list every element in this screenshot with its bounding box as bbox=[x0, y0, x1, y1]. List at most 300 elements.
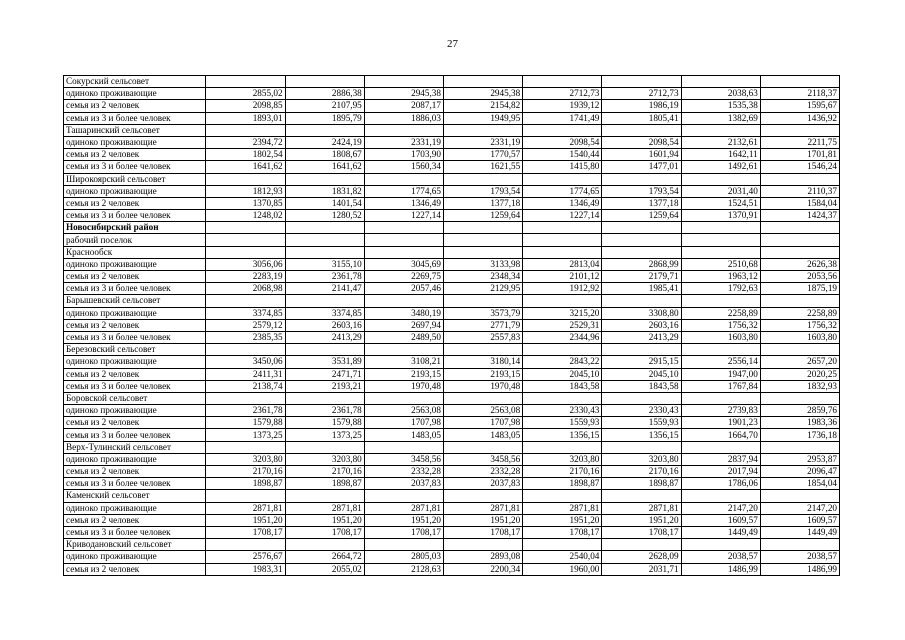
table-cell: 1854,04 bbox=[760, 478, 839, 490]
table-cell: 1373,25 bbox=[206, 429, 285, 441]
table-cell: 2563,08 bbox=[443, 405, 522, 417]
row-label: семья из 3 и более человек bbox=[64, 210, 206, 222]
table-cell: 1424,37 bbox=[760, 210, 839, 222]
table-cell: 2529,31 bbox=[523, 319, 602, 331]
table-cell: 1621,55 bbox=[443, 161, 522, 173]
table-cell: 1248,02 bbox=[206, 210, 285, 222]
table-cell: 1812,93 bbox=[206, 185, 285, 197]
row-label: семья из 3 и более человек bbox=[64, 283, 206, 295]
table-row bbox=[64, 429, 840, 441]
table-cell bbox=[443, 222, 522, 234]
table-cell: 2147,20 bbox=[681, 502, 760, 514]
table-cell: 2283,19 bbox=[206, 271, 285, 283]
table-cell: 2031,40 bbox=[681, 185, 760, 197]
table-cell: 1951,20 bbox=[364, 514, 443, 526]
row-label: одиноко проживающие bbox=[64, 356, 206, 368]
table-cell: 3203,80 bbox=[523, 453, 602, 465]
table-cell: 1951,20 bbox=[206, 514, 285, 526]
table-cell: 2855,02 bbox=[206, 88, 285, 100]
table-cell: 1708,17 bbox=[206, 526, 285, 538]
table-cell: 1609,57 bbox=[681, 514, 760, 526]
table-cell: 2361,78 bbox=[285, 271, 364, 283]
row-label: семья из 3 и более человек bbox=[64, 380, 206, 392]
table-cell bbox=[364, 392, 443, 404]
table-cell: 1707,98 bbox=[364, 417, 443, 429]
table-cell: 2193,15 bbox=[364, 368, 443, 380]
table-cell bbox=[364, 234, 443, 246]
table-cell: 1449,49 bbox=[681, 526, 760, 538]
table-cell bbox=[523, 246, 602, 258]
row-label: семья из 2 человек bbox=[64, 417, 206, 429]
table-cell bbox=[681, 76, 760, 88]
row-label: Каменский сельсовет bbox=[64, 490, 206, 502]
table-cell: 2893,08 bbox=[443, 551, 522, 563]
table-cell: 2193,21 bbox=[285, 380, 364, 392]
table-cell bbox=[602, 490, 681, 502]
table-cell: 1524,51 bbox=[681, 197, 760, 209]
table-cell: 1356,15 bbox=[602, 429, 681, 441]
table-cell bbox=[760, 441, 839, 453]
row-label: семья из 2 человек bbox=[64, 100, 206, 112]
table-cell: 2805,03 bbox=[364, 551, 443, 563]
table-cell: 2147,20 bbox=[760, 502, 839, 514]
table-cell bbox=[602, 76, 681, 88]
table-cell bbox=[285, 76, 364, 88]
table-cell: 1912,92 bbox=[523, 283, 602, 295]
table-cell: 1983,36 bbox=[760, 417, 839, 429]
row-label: одиноко проживающие bbox=[64, 185, 206, 197]
table-row bbox=[64, 100, 840, 112]
table-cell bbox=[523, 173, 602, 185]
table-cell: 3056,06 bbox=[206, 258, 285, 270]
table-cell bbox=[681, 490, 760, 502]
table-row bbox=[64, 331, 840, 343]
table-cell bbox=[364, 76, 443, 88]
table-cell bbox=[681, 295, 760, 307]
table-cell: 2330,43 bbox=[523, 405, 602, 417]
table-row bbox=[64, 283, 840, 295]
table-cell: 1492,61 bbox=[681, 161, 760, 173]
section-row bbox=[64, 490, 840, 502]
table-cell bbox=[285, 539, 364, 551]
table-cell: 1601,94 bbox=[602, 149, 681, 161]
table-cell bbox=[285, 441, 364, 453]
table-cell: 3458,56 bbox=[364, 453, 443, 465]
table-cell: 1377,18 bbox=[602, 197, 681, 209]
table-cell: 1756,32 bbox=[681, 319, 760, 331]
table-cell: 2385,35 bbox=[206, 331, 285, 343]
table-cell: 1483,05 bbox=[443, 429, 522, 441]
table-row bbox=[64, 380, 840, 392]
table-cell: 2556,14 bbox=[681, 356, 760, 368]
table-row bbox=[64, 356, 840, 368]
table-cell bbox=[760, 490, 839, 502]
table-row bbox=[64, 368, 840, 380]
table-cell: 1805,41 bbox=[602, 112, 681, 124]
row-label: Барышевский сельсовет bbox=[64, 295, 206, 307]
table-cell: 2017,94 bbox=[681, 466, 760, 478]
table-row bbox=[64, 514, 840, 526]
table-cell: 2118,37 bbox=[760, 88, 839, 100]
district-row bbox=[64, 222, 840, 234]
table-cell bbox=[285, 246, 364, 258]
table-row bbox=[64, 161, 840, 173]
row-label: семья из 3 и более человек bbox=[64, 112, 206, 124]
table-cell bbox=[681, 222, 760, 234]
table-cell: 2915,15 bbox=[602, 356, 681, 368]
table-cell: 1259,64 bbox=[443, 210, 522, 222]
table-cell: 2413,29 bbox=[602, 331, 681, 343]
table-cell: 2098,54 bbox=[602, 136, 681, 148]
section-row bbox=[64, 441, 840, 453]
table-cell bbox=[443, 124, 522, 136]
table-cell: 1595,67 bbox=[760, 100, 839, 112]
table-cell: 1951,20 bbox=[443, 514, 522, 526]
table-cell: 2871,81 bbox=[206, 502, 285, 514]
row-label: Новосибирский район bbox=[64, 222, 206, 234]
table-cell bbox=[364, 539, 443, 551]
table-cell bbox=[523, 295, 602, 307]
table-cell: 1951,20 bbox=[602, 514, 681, 526]
table-cell: 1560,34 bbox=[364, 161, 443, 173]
table-cell bbox=[523, 234, 602, 246]
table-cell: 2871,81 bbox=[523, 502, 602, 514]
table-cell: 2361,78 bbox=[206, 405, 285, 417]
table-cell: 2394,72 bbox=[206, 136, 285, 148]
table-cell bbox=[206, 539, 285, 551]
table-cell bbox=[523, 441, 602, 453]
table-cell: 3108,21 bbox=[364, 356, 443, 368]
row-label: семья из 2 человек bbox=[64, 197, 206, 209]
table-cell: 3215,20 bbox=[523, 307, 602, 319]
table-cell: 2557,83 bbox=[443, 331, 522, 343]
table-cell bbox=[681, 173, 760, 185]
table-cell: 1377,18 bbox=[443, 197, 522, 209]
table-cell bbox=[523, 490, 602, 502]
table-cell: 1540,44 bbox=[523, 149, 602, 161]
table-cell: 2331,19 bbox=[364, 136, 443, 148]
table-cell: 3573,79 bbox=[443, 307, 522, 319]
table-cell: 2344,96 bbox=[523, 331, 602, 343]
table-cell: 2258,89 bbox=[681, 307, 760, 319]
table-cell: 2471,71 bbox=[285, 368, 364, 380]
table-cell bbox=[443, 539, 522, 551]
table-cell: 2258,89 bbox=[760, 307, 839, 319]
row-label: Краснообск bbox=[64, 246, 206, 258]
table-cell: 2045,10 bbox=[523, 368, 602, 380]
table-cell: 2053,56 bbox=[760, 271, 839, 283]
table-row bbox=[64, 417, 840, 429]
table-cell: 3458,56 bbox=[443, 453, 522, 465]
table-cell: 3045,69 bbox=[364, 258, 443, 270]
table-cell: 2107,95 bbox=[285, 100, 364, 112]
table-cell bbox=[523, 344, 602, 356]
row-label: одиноко проживающие bbox=[64, 502, 206, 514]
table-cell: 2331,19 bbox=[443, 136, 522, 148]
table-cell: 1259,64 bbox=[602, 210, 681, 222]
table-cell: 2055,02 bbox=[285, 563, 364, 575]
table-cell: 2193,15 bbox=[443, 368, 522, 380]
table-cell: 1793,54 bbox=[443, 185, 522, 197]
table-cell bbox=[760, 246, 839, 258]
table-cell bbox=[602, 539, 681, 551]
table-row bbox=[64, 502, 840, 514]
table-cell: 1898,87 bbox=[523, 478, 602, 490]
table-cell: 1701,81 bbox=[760, 149, 839, 161]
table-cell: 1609,57 bbox=[760, 514, 839, 526]
data-table bbox=[63, 75, 840, 576]
table-cell: 2657,20 bbox=[760, 356, 839, 368]
table-cell: 1603,80 bbox=[681, 331, 760, 343]
table-cell bbox=[443, 76, 522, 88]
row-label: Широкоярский сельсовет bbox=[64, 173, 206, 185]
table-cell bbox=[285, 392, 364, 404]
row-label: одиноко проживающие bbox=[64, 88, 206, 100]
table-cell: 1843,58 bbox=[523, 380, 602, 392]
row-label: семья из 2 человек bbox=[64, 319, 206, 331]
row-label: одиноко проживающие bbox=[64, 258, 206, 270]
section-row bbox=[64, 76, 840, 88]
row-label: рабочий поселок bbox=[64, 234, 206, 246]
table-cell: 1939,12 bbox=[523, 100, 602, 112]
table-cell: 1641,62 bbox=[206, 161, 285, 173]
table-cell bbox=[681, 234, 760, 246]
table-cell: 2154,82 bbox=[443, 100, 522, 112]
table-cell bbox=[523, 392, 602, 404]
table-cell bbox=[681, 344, 760, 356]
table-cell: 2361,78 bbox=[285, 405, 364, 417]
table-cell bbox=[602, 441, 681, 453]
table-row bbox=[64, 112, 840, 124]
table-cell: 2037,83 bbox=[364, 478, 443, 490]
table-cell bbox=[285, 173, 364, 185]
table-cell: 1641,62 bbox=[285, 161, 364, 173]
table-cell: 2413,29 bbox=[285, 331, 364, 343]
table-cell bbox=[760, 76, 839, 88]
table-cell bbox=[285, 490, 364, 502]
row-label: семья из 3 и более человек bbox=[64, 526, 206, 538]
row-label: семья из 2 человек bbox=[64, 368, 206, 380]
row-label: Боровской сельсовет bbox=[64, 392, 206, 404]
row-label: одиноко проживающие bbox=[64, 405, 206, 417]
table-cell: 2489,50 bbox=[364, 331, 443, 343]
table-cell: 1703,90 bbox=[364, 149, 443, 161]
table-cell: 1893,01 bbox=[206, 112, 285, 124]
table-cell: 1970,48 bbox=[364, 380, 443, 392]
row-label: одиноко проживающие bbox=[64, 307, 206, 319]
table-cell: 2330,43 bbox=[602, 405, 681, 417]
table-cell: 2200,34 bbox=[443, 563, 522, 575]
table-cell: 1477,01 bbox=[602, 161, 681, 173]
table-cell bbox=[602, 124, 681, 136]
row-label: Криводановский сельсовет bbox=[64, 539, 206, 551]
table-cell: 2138,74 bbox=[206, 380, 285, 392]
table-cell: 2045,10 bbox=[602, 368, 681, 380]
table-row bbox=[64, 466, 840, 478]
row-label: семья из 2 человек bbox=[64, 514, 206, 526]
table-cell: 2945,38 bbox=[364, 88, 443, 100]
table-cell: 2128,63 bbox=[364, 563, 443, 575]
table-cell bbox=[443, 295, 522, 307]
page-number: 27 bbox=[447, 38, 458, 50]
table-cell bbox=[206, 441, 285, 453]
table-cell: 1949,95 bbox=[443, 112, 522, 124]
table-cell: 1559,93 bbox=[523, 417, 602, 429]
table-cell: 1831,82 bbox=[285, 185, 364, 197]
table-cell bbox=[760, 295, 839, 307]
table-cell bbox=[206, 124, 285, 136]
section-row bbox=[64, 124, 840, 136]
table-cell: 2540,04 bbox=[523, 551, 602, 563]
table-cell: 2603,16 bbox=[602, 319, 681, 331]
table-cell: 2945,38 bbox=[443, 88, 522, 100]
table-cell bbox=[285, 344, 364, 356]
table-cell: 2170,16 bbox=[523, 466, 602, 478]
table-cell: 1901,23 bbox=[681, 417, 760, 429]
table-cell: 1579,88 bbox=[206, 417, 285, 429]
table-cell bbox=[681, 246, 760, 258]
table-cell: 1486,99 bbox=[681, 563, 760, 575]
table-row bbox=[64, 185, 840, 197]
table-cell: 2886,38 bbox=[285, 88, 364, 100]
table-cell: 1346,49 bbox=[523, 197, 602, 209]
table-row bbox=[64, 307, 840, 319]
table-cell: 1983,31 bbox=[206, 563, 285, 575]
table-cell: 2871,81 bbox=[443, 502, 522, 514]
table-cell: 1579,88 bbox=[285, 417, 364, 429]
table-cell: 1985,41 bbox=[602, 283, 681, 295]
table-cell: 1373,25 bbox=[285, 429, 364, 441]
table-cell: 3180,14 bbox=[443, 356, 522, 368]
table-row bbox=[64, 405, 840, 417]
table-cell: 1898,87 bbox=[206, 478, 285, 490]
table-cell bbox=[760, 173, 839, 185]
table-cell: 2020,25 bbox=[760, 368, 839, 380]
table-row bbox=[64, 319, 840, 331]
table-cell: 1486,99 bbox=[760, 563, 839, 575]
table-cell bbox=[681, 124, 760, 136]
table-cell bbox=[443, 344, 522, 356]
table-cell: 2837,94 bbox=[681, 453, 760, 465]
table-cell bbox=[206, 234, 285, 246]
table-cell: 2101,12 bbox=[523, 271, 602, 283]
table-cell: 2953,87 bbox=[760, 453, 839, 465]
table-cell: 1802,54 bbox=[206, 149, 285, 161]
table-cell: 2170,16 bbox=[602, 466, 681, 478]
table-cell: 1792,63 bbox=[681, 283, 760, 295]
table-cell bbox=[206, 344, 285, 356]
table-cell bbox=[602, 295, 681, 307]
table-cell: 1774,65 bbox=[364, 185, 443, 197]
table-cell: 1786,06 bbox=[681, 478, 760, 490]
table-cell bbox=[760, 344, 839, 356]
table-cell bbox=[602, 173, 681, 185]
table-cell bbox=[364, 173, 443, 185]
table-cell bbox=[602, 234, 681, 246]
table-cell: 3155,10 bbox=[285, 258, 364, 270]
table-cell: 2348,34 bbox=[443, 271, 522, 283]
table-cell: 3480,19 bbox=[364, 307, 443, 319]
table-cell: 1951,20 bbox=[285, 514, 364, 526]
table-cell: 3203,80 bbox=[206, 453, 285, 465]
table-cell: 1986,19 bbox=[602, 100, 681, 112]
table-row bbox=[64, 453, 840, 465]
row-label: Сокурский сельсовет bbox=[64, 76, 206, 88]
table-cell: 1664,70 bbox=[681, 429, 760, 441]
table-cell: 1898,87 bbox=[285, 478, 364, 490]
table-cell bbox=[760, 124, 839, 136]
section-row bbox=[64, 295, 840, 307]
table-row bbox=[64, 136, 840, 148]
table-cell: 1960,00 bbox=[523, 563, 602, 575]
table-cell bbox=[364, 344, 443, 356]
table-cell: 1356,15 bbox=[523, 429, 602, 441]
table-cell: 2068,98 bbox=[206, 283, 285, 295]
row-label: Березовский сельсовет bbox=[64, 344, 206, 356]
table-cell: 3531,89 bbox=[285, 356, 364, 368]
row-label: семья из 2 человек bbox=[64, 466, 206, 478]
table-cell bbox=[285, 234, 364, 246]
table-cell: 1483,05 bbox=[364, 429, 443, 441]
table-cell: 1951,20 bbox=[523, 514, 602, 526]
table-cell: 1708,17 bbox=[602, 526, 681, 538]
table-cell bbox=[443, 490, 522, 502]
table-cell bbox=[681, 441, 760, 453]
table-cell bbox=[602, 392, 681, 404]
section-row bbox=[64, 344, 840, 356]
table-cell bbox=[523, 539, 602, 551]
table-cell bbox=[364, 441, 443, 453]
table-cell bbox=[760, 539, 839, 551]
table-cell: 2859,76 bbox=[760, 405, 839, 417]
table-cell: 2697,94 bbox=[364, 319, 443, 331]
table-row bbox=[64, 197, 840, 209]
row-label: семья из 2 человек bbox=[64, 271, 206, 283]
row-label: семья из 2 человек bbox=[64, 563, 206, 575]
table-cell bbox=[443, 173, 522, 185]
table-cell: 2603,16 bbox=[285, 319, 364, 331]
table-cell: 2038,57 bbox=[760, 551, 839, 563]
table-cell bbox=[443, 246, 522, 258]
table-cell: 1401,54 bbox=[285, 197, 364, 209]
table-cell: 1895,79 bbox=[285, 112, 364, 124]
table-cell bbox=[206, 490, 285, 502]
table-cell: 1886,03 bbox=[364, 112, 443, 124]
table-cell: 2626,38 bbox=[760, 258, 839, 270]
table-cell: 1774,65 bbox=[523, 185, 602, 197]
table-cell: 2871,81 bbox=[602, 502, 681, 514]
table-cell bbox=[760, 392, 839, 404]
table-cell: 3374,85 bbox=[285, 307, 364, 319]
table-cell: 1449,49 bbox=[760, 526, 839, 538]
table-cell: 2132,61 bbox=[681, 136, 760, 148]
row-label: семья из 3 и более человек bbox=[64, 429, 206, 441]
table-cell: 2664,72 bbox=[285, 551, 364, 563]
table-cell bbox=[523, 124, 602, 136]
table-cell: 2141,47 bbox=[285, 283, 364, 295]
table-cell: 2579,12 bbox=[206, 319, 285, 331]
table-cell: 1741,49 bbox=[523, 112, 602, 124]
table-cell: 1767,84 bbox=[681, 380, 760, 392]
table-cell: 1808,67 bbox=[285, 149, 364, 161]
table-row bbox=[64, 526, 840, 538]
table-cell bbox=[206, 295, 285, 307]
table-cell bbox=[206, 222, 285, 234]
table-cell bbox=[602, 344, 681, 356]
table-cell bbox=[364, 124, 443, 136]
table-cell: 2563,08 bbox=[364, 405, 443, 417]
table-cell bbox=[443, 441, 522, 453]
